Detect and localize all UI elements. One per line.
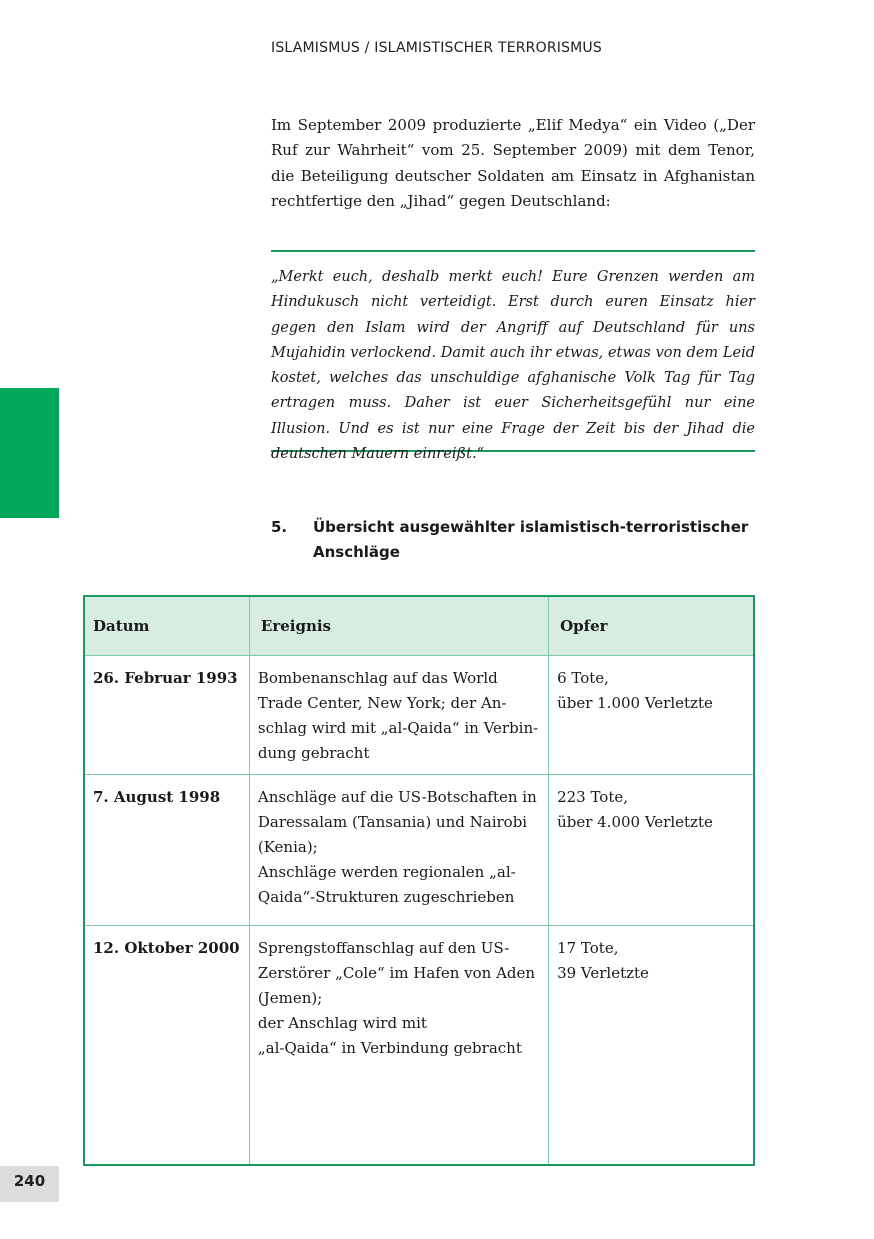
row-victims (549, 775, 754, 926)
event-line: Bombenanschlag auf das World Trade Center, New York; der Anschlag wird mit „al-Qaida“ in Verbindung gebracht (257, 669, 539, 762)
row-date: 26. Februar 1993 (84, 656, 249, 775)
victims-line: über 4.000 Verletzte (557, 813, 713, 831)
victims-line: 17 Tote, (557, 939, 619, 957)
event-line: Sprengstoffanschlag auf den US-Zerstörer „Cole“ im Hafen von Aden (Jemen); (257, 939, 536, 1007)
quote-block (271, 250, 755, 463)
row-victims (549, 656, 754, 775)
row-event (249, 775, 548, 926)
row-event (249, 926, 548, 1166)
row-date: 12. Oktober 2000 (84, 926, 249, 1166)
row-event (249, 656, 548, 775)
victims-line: über 1.000 Verletzte (557, 694, 713, 712)
table-header-row (84, 596, 754, 656)
page-number: 240 (0, 1166, 59, 1202)
event-line: Anschläge werden regionalen „al-Qaida“-Strukturen zugeschrieben (257, 863, 516, 906)
event-line: Anschläge auf die US-Botschaften in Daressalam (Tansania) und Nairobi (Kenia); (257, 788, 537, 856)
attacks-table (83, 595, 755, 1166)
intro-paragraph: Im September 2009 produzierte „Elif Medya“ ein Video („Der Ruf zur Wahrheit“ vom 25. September 2009) mit dem Tenor, die Beteiligung deutscher Soldaten am Einsatz in Afghanistan rechtfertige den „Jihad“ gegen Deutschland: (271, 116, 755, 210)
table-row (84, 926, 754, 1166)
victims-line: 39 Verletzte (557, 964, 649, 982)
event-line: „al-Qaida“ in Verbindung gebracht (257, 1039, 522, 1057)
header-victims: Opfer (549, 596, 754, 656)
quote-text: „Merkt euch, deshalb merkt euch! Eure Grenzen werden am Hindukusch nicht verteidigt. Erst durch euren Einsatz hier gegen den Islam wird der Angriff auf Deutschland für uns Mujahidin verlockend. Damit auch ihr etwas, etwas von dem Leid kostet, welches das unschuldige afghanische Volk Tag für Tag ertragen muss. Daher ist euer Sicherheitsgefühl nur eine Illusion. Und es ist nur eine Frage der Zeit bis der Jihad die deutschen Mauern einreißt.“ (271, 269, 755, 463)
section-heading (271, 515, 755, 565)
header-date: Datum (84, 596, 249, 656)
chapter-marker-tab (0, 388, 59, 518)
table-row (84, 775, 754, 926)
row-victims (549, 926, 754, 1166)
running-head: ISLAMISMUS / ISLAMISTISCHER TERRORISMUS (271, 40, 602, 56)
event-line: der Anschlag wird mit (257, 1014, 427, 1032)
section-title: Übersicht ausgewählter islamistisch-terroristischer Anschläge (313, 518, 749, 561)
section-number: 5. (271, 518, 288, 536)
victims-line: 223 Tote, (557, 788, 629, 806)
table-row (84, 656, 754, 775)
row-date: 7. August 1998 (84, 775, 249, 926)
victims-line: 6 Tote, (557, 669, 609, 687)
header-event: Ereignis (249, 596, 548, 656)
